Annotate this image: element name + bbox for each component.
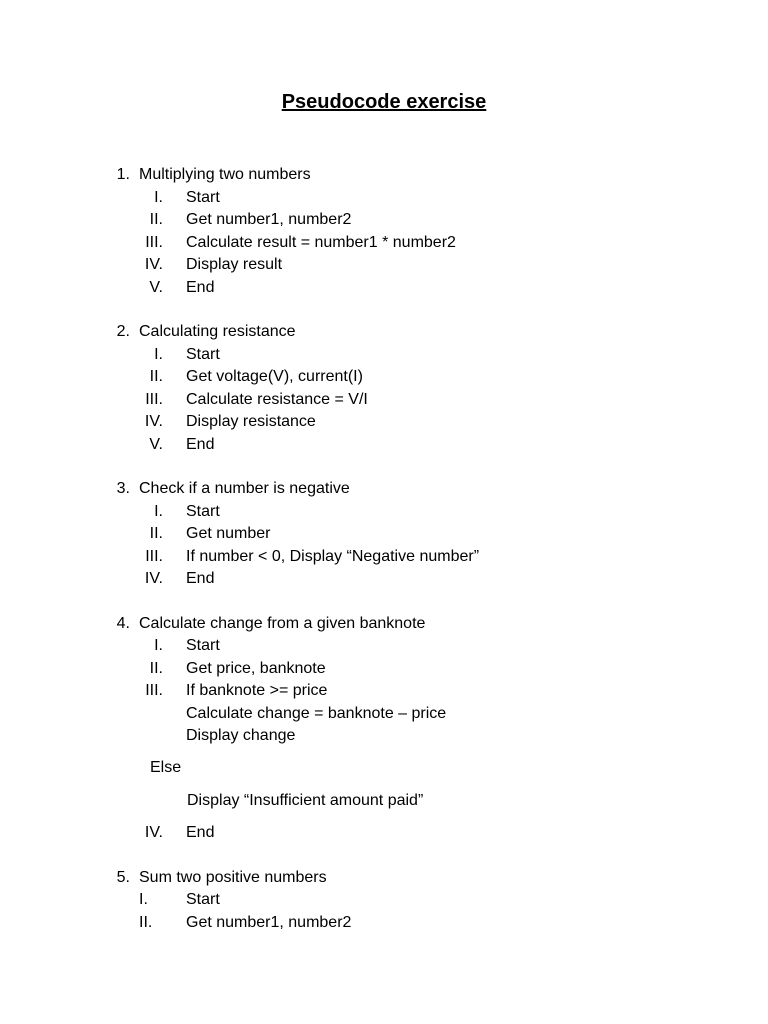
step-marker: IV. (144, 824, 163, 841)
step-text: Display result (186, 256, 283, 273)
step-text: Get number1, number2 (186, 914, 352, 931)
exercise-number: 5. (116, 869, 130, 886)
step-marker: IV. (144, 256, 163, 273)
step-text: Start (186, 637, 220, 654)
exercise-number: 3. (116, 480, 130, 497)
step-text: If number < 0, Display “Negative number” (186, 548, 480, 565)
exercise-heading: Calculate change from a given banknote (139, 615, 426, 632)
step-marker: I. (154, 503, 163, 520)
exercise-heading: Check if a number is negative (139, 480, 350, 497)
exercise-number: 2. (116, 323, 130, 340)
step-marker: V. (149, 279, 163, 296)
step-marker: IV. (144, 570, 163, 587)
exercise-number: 4. (116, 615, 130, 632)
step-text: Get number1, number2 (186, 211, 352, 228)
step-marker: IV. (144, 413, 163, 430)
step-text: If banknote >= price (186, 682, 328, 699)
step-text: Calculate result = number1 * number2 (186, 234, 456, 251)
step-marker: II. (149, 660, 163, 677)
exercise-number: 1. (116, 166, 130, 183)
step-text: End (186, 570, 215, 587)
step-marker: I. (154, 189, 163, 206)
step-text: Start (186, 891, 220, 908)
step-text: Get number (186, 525, 271, 542)
exercise-heading: Sum two positive numbers (139, 869, 327, 886)
exercise-heading: Multiplying two numbers (139, 166, 311, 183)
step-text: Calculate resistance = V/I (186, 391, 368, 408)
step-text: End (186, 436, 215, 453)
step-text: Get price, banknote (186, 660, 326, 677)
step-text: Display resistance (186, 413, 316, 430)
step-text: Start (186, 189, 220, 206)
exercise-heading: Calculating resistance (139, 323, 296, 340)
step-marker: II. (149, 368, 163, 385)
step-text: End (186, 279, 215, 296)
step-marker: V. (149, 436, 163, 453)
step-marker: III. (145, 391, 163, 408)
document-title: Pseudocode exercise (281, 91, 487, 113)
step-marker: II. (139, 914, 153, 931)
step-marker: II. (149, 525, 163, 542)
step-marker: I. (154, 346, 163, 363)
step-text: End (186, 824, 215, 841)
step-marker: II. (149, 211, 163, 228)
step-text: Start (186, 346, 220, 363)
step-text: Get voltage(V), current(I) (186, 368, 363, 385)
step-text: Display change (186, 727, 296, 744)
step-marker: III. (145, 682, 163, 699)
step-marker: III. (145, 234, 163, 251)
step-text: Calculate change = banknote – price (186, 705, 447, 722)
step-marker: I. (139, 891, 148, 908)
step-marker: III. (145, 548, 163, 565)
step-text: Display “Insufficient amount paid” (187, 792, 424, 809)
step-text: Start (186, 503, 220, 520)
else-keyword: Else (150, 759, 182, 776)
step-marker: I. (154, 637, 163, 654)
